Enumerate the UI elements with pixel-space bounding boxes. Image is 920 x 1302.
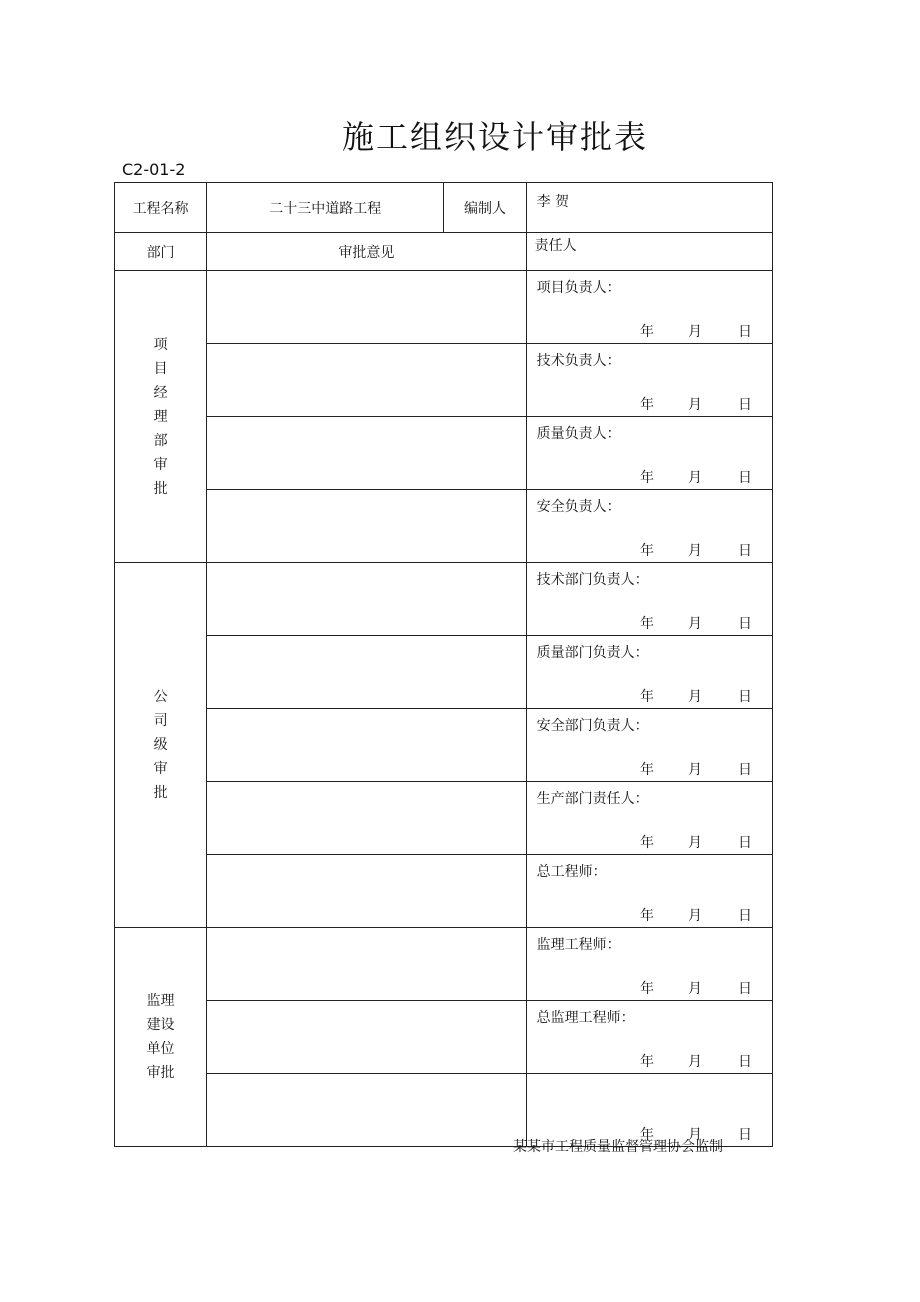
opinion-cell[interactable] bbox=[207, 1074, 526, 1147]
date-month-label: 月 bbox=[688, 835, 702, 851]
approval-row bbox=[115, 417, 773, 490]
opinion-cell[interactable] bbox=[207, 563, 526, 636]
date-month-label: 月 bbox=[688, 981, 702, 997]
date-day-label: 日 bbox=[738, 981, 752, 997]
department-label-char: 批 bbox=[153, 480, 168, 497]
date-month-label: 月 bbox=[688, 616, 702, 632]
column-header-row bbox=[115, 233, 773, 271]
approval-table bbox=[114, 182, 773, 1147]
date-month-label: 月 bbox=[688, 470, 702, 486]
department-label-char: 公 bbox=[153, 689, 168, 705]
signer-role: 监理工程师： bbox=[536, 937, 621, 953]
dept-header: 部门 bbox=[115, 233, 207, 271]
signer-role: 质量部门负责人： bbox=[536, 645, 649, 661]
editor-label: 编制人 bbox=[444, 183, 526, 233]
date-year-label: 年 bbox=[640, 762, 654, 778]
approval-row bbox=[115, 855, 773, 928]
signature-cell[interactable] bbox=[526, 709, 772, 782]
department-label-char: 审批 bbox=[146, 1065, 175, 1081]
department-label-char: 项 bbox=[153, 336, 168, 353]
signature-cell[interactable] bbox=[526, 636, 772, 709]
signature-cell[interactable] bbox=[526, 782, 772, 855]
date-year-label: 年 bbox=[640, 470, 654, 486]
opinion-cell[interactable] bbox=[207, 490, 526, 563]
department-label-char: 司 bbox=[153, 713, 168, 729]
date-day-label: 日 bbox=[738, 470, 752, 486]
signer-role: 质量负责人： bbox=[536, 426, 621, 442]
signer-role: 生产部门责任人： bbox=[536, 791, 649, 807]
signature-cell[interactable] bbox=[526, 1001, 772, 1074]
date-day-label: 日 bbox=[738, 616, 752, 632]
date-day-label: 日 bbox=[738, 762, 752, 778]
department-label-char: 单位 bbox=[146, 1041, 175, 1057]
department-label-char: 理 bbox=[153, 408, 168, 425]
approval-row bbox=[115, 563, 773, 636]
approval-row bbox=[115, 490, 773, 563]
signature-cell[interactable] bbox=[526, 855, 772, 928]
date-year-label: 年 bbox=[640, 616, 654, 632]
date-month-label: 月 bbox=[688, 762, 702, 778]
opinion-cell[interactable] bbox=[207, 709, 526, 782]
editor-value: 李 贺 bbox=[526, 183, 772, 233]
opinion-cell[interactable] bbox=[207, 782, 526, 855]
project-name-label: 工程名称 bbox=[115, 183, 207, 233]
opinion-header: 审批意见 bbox=[207, 233, 526, 271]
date-year-label: 年 bbox=[640, 1127, 654, 1143]
signer-role: 安全部门负责人： bbox=[536, 718, 649, 734]
approval-row bbox=[115, 344, 773, 417]
approval-row bbox=[115, 928, 773, 1001]
date-month-label: 月 bbox=[688, 1127, 702, 1143]
signature-cell[interactable] bbox=[526, 563, 772, 636]
date-day-label: 日 bbox=[738, 689, 752, 705]
opinion-cell[interactable] bbox=[207, 344, 526, 417]
date-day-label: 日 bbox=[738, 397, 752, 413]
date-year-label: 年 bbox=[640, 397, 654, 413]
date-year-label: 年 bbox=[640, 543, 654, 559]
department-label-char: 批 bbox=[153, 785, 168, 801]
opinion-cell[interactable] bbox=[207, 1001, 526, 1074]
date-day-label: 日 bbox=[738, 543, 752, 559]
department-cell bbox=[115, 271, 207, 563]
date-month-label: 月 bbox=[688, 689, 702, 705]
opinion-cell[interactable] bbox=[207, 417, 526, 490]
date-day-label: 日 bbox=[738, 1127, 752, 1143]
signer-role: 项目负责人： bbox=[536, 280, 621, 296]
date-month-label: 月 bbox=[688, 1054, 702, 1070]
date-month-label: 月 bbox=[688, 324, 702, 340]
responsible-header: 责任人 bbox=[526, 233, 772, 271]
project-name-value: 二十三中道路工程 bbox=[207, 183, 444, 233]
department-label-char: 审 bbox=[153, 761, 168, 777]
department-label-char: 目 bbox=[153, 360, 168, 377]
project-row bbox=[115, 183, 773, 233]
footer-issuer: 某某市工程质量监督管理协会监制 bbox=[513, 1139, 723, 1155]
opinion-cell[interactable] bbox=[207, 928, 526, 1001]
approval-row bbox=[115, 1001, 773, 1074]
signature-cell[interactable] bbox=[526, 928, 772, 1001]
opinion-cell[interactable] bbox=[207, 271, 526, 344]
approval-row bbox=[115, 782, 773, 855]
date-month-label: 月 bbox=[688, 543, 702, 559]
department-label-char: 部 bbox=[153, 432, 168, 449]
signature-cell[interactable] bbox=[526, 417, 772, 490]
approval-row bbox=[115, 709, 773, 782]
department-cell bbox=[115, 563, 207, 928]
opinion-cell[interactable] bbox=[207, 636, 526, 709]
date-month-label: 月 bbox=[688, 908, 702, 924]
date-year-label: 年 bbox=[640, 835, 654, 851]
date-year-label: 年 bbox=[640, 324, 654, 340]
department-cell bbox=[115, 928, 207, 1147]
department-label-char: 建设 bbox=[146, 1017, 175, 1033]
date-year-label: 年 bbox=[640, 908, 654, 924]
signature-cell[interactable] bbox=[526, 490, 772, 563]
date-year-label: 年 bbox=[640, 689, 654, 705]
signer-role: 安全负责人： bbox=[536, 499, 621, 515]
date-day-label: 日 bbox=[738, 908, 752, 924]
department-label-char: 级 bbox=[153, 737, 168, 753]
signer-role: 技术部门负责人： bbox=[536, 572, 649, 588]
opinion-cell[interactable] bbox=[207, 855, 526, 928]
signature-cell[interactable] bbox=[526, 271, 772, 344]
department-label-char: 审 bbox=[153, 456, 168, 473]
signer-role: 技术负责人： bbox=[536, 353, 621, 369]
date-day-label: 日 bbox=[738, 324, 752, 340]
signature-cell[interactable] bbox=[526, 344, 772, 417]
date-year-label: 年 bbox=[640, 981, 654, 997]
date-day-label: 日 bbox=[738, 835, 752, 851]
department-label-char: 经 bbox=[153, 384, 168, 401]
approval-row bbox=[115, 271, 773, 344]
page-title: 施工组织设计审批表 bbox=[341, 118, 648, 156]
form-code: C2-01-2 bbox=[122, 160, 186, 179]
signer-role: 总工程师： bbox=[536, 864, 607, 880]
signer-role: 总监理工程师： bbox=[536, 1010, 635, 1026]
date-day-label: 日 bbox=[738, 1054, 752, 1070]
approval-row bbox=[115, 636, 773, 709]
date-year-label: 年 bbox=[640, 1054, 654, 1070]
department-label-char: 监理 bbox=[146, 993, 175, 1009]
date-month-label: 月 bbox=[688, 397, 702, 413]
